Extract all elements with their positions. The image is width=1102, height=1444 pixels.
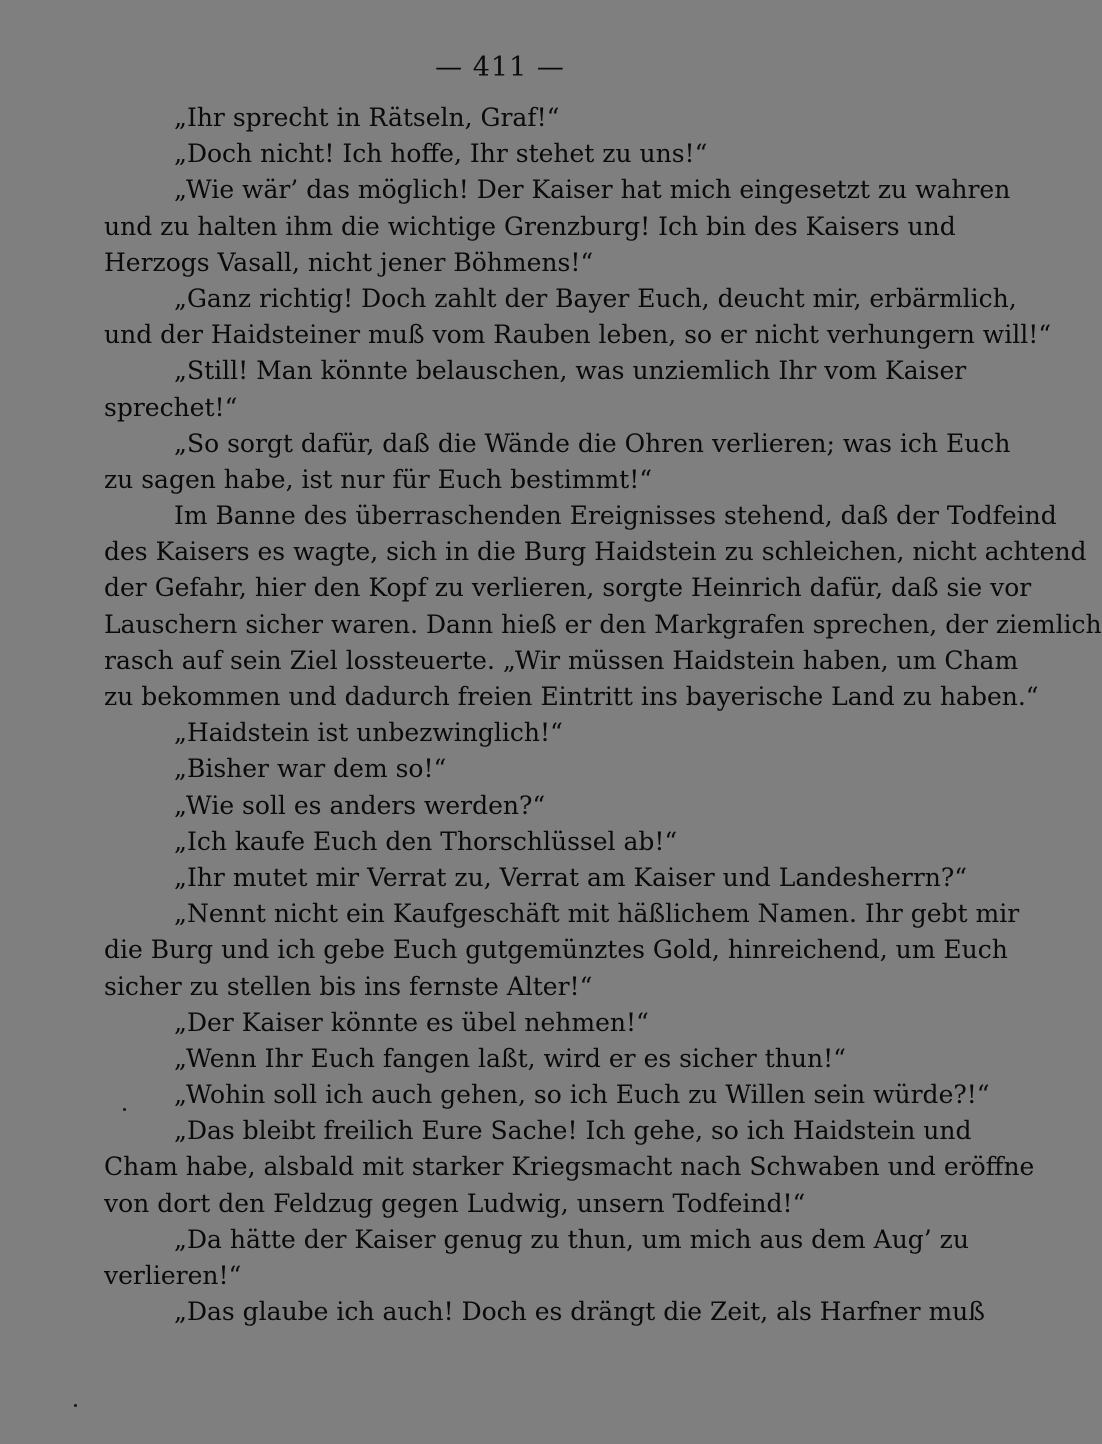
text-line: Lauschern sicher waren. Dann hieß er den Markgrafen sprechen, der ziemlich — [104, 609, 1102, 639]
text-line: „Bisher war dem so!“ — [174, 754, 447, 784]
text-line: verlieren!“ — [104, 1261, 242, 1290]
text-line: und der Haidsteiner muß vom Rauben leben, so er nicht verhungern will!“ — [104, 320, 1052, 350]
text-line: „Ihr mutet mir Verrat zu, Verrat am Kaiser und Landesherrn?“ — [174, 862, 968, 892]
text-line: „Ihr sprecht in Rätseln, Graf!“ — [174, 103, 560, 132]
text-line: „Der Kaiser könnte es übel nehmen!“ — [174, 1007, 649, 1037]
text-line: zu bekommen und dadurch freien Eintritt ins bayerische Land zu haben.“ — [104, 682, 1039, 711]
text-line: Herzogs Vasall, nicht jener Böhmens!“ — [104, 247, 594, 277]
text-line: von dort den Feldzug gegen Ludwig, unsern Todfeind!“ — [104, 1188, 806, 1218]
text-line: „Wie soll es anders werden?“ — [174, 790, 546, 820]
text-line: „Still! Man könnte belauschen, was unziemlich Ihr vom Kaiser — [174, 356, 967, 386]
text-line: „Ich kaufe Euch den Thorschlüssel ab!“ — [174, 826, 678, 856]
text-line: Cham habe, alsbald mit starker Kriegsmacht nach Schwaben und eröffne — [104, 1152, 1035, 1182]
text-line: und zu halten ihm die wichtige Grenzburg! Ich bin des Kaisers und — [104, 211, 956, 241]
text-line: zu sagen habe, ist nur für Euch bestimmt!“ — [104, 464, 653, 494]
text-line: „Ganz richtig! Doch zahlt der Bayer Euch, deucht mir, erbärmlich, — [174, 283, 1017, 313]
print-speck — [74, 1404, 77, 1407]
text-line: des Kaisers es wagte, sich in die Burg Haidstein zu schleichen, nicht achtend — [104, 537, 1087, 567]
body-text — [104, 100, 1102, 1330]
text-line: „Doch nicht! Ich hoffe, Ihr stehet zu uns!“ — [174, 139, 708, 169]
text-line: „So sorgt dafür, daß die Wände die Ohren verlieren; was ich Euch — [174, 428, 1011, 458]
text-line: der Gefahr, hier den Kopf zu verlieren, sorgte Heinrich dafür, daß sie vor — [104, 573, 1032, 603]
text-line: „Wohin soll ich auch gehen, so ich Euch zu Willen sein würde?!“ — [174, 1080, 990, 1110]
text-line: „Wenn Ihr Euch fangen laßt, wird er es sicher thun!“ — [174, 1043, 846, 1073]
text-line: „Das glaube ich auch! Doch es drängt die Zeit, als Harfner muß — [174, 1297, 985, 1327]
text-line: sprechet!“ — [104, 392, 238, 422]
page-number: — 411 — — [435, 52, 565, 83]
text-line: „Haidstein ist unbezwinglich!“ — [174, 718, 563, 748]
text-line: die Burg und ich gebe Euch gutgemünztes Gold, hinreichend, um Euch — [104, 935, 1008, 965]
text-line: Im Banne des überraschenden Ereignisses stehend, daß der Todfeind — [174, 501, 1057, 531]
text-line: „Da hätte der Kaiser genug zu thun, um mich aus dem Aug’ zu — [174, 1224, 969, 1254]
text-line: sicher zu stellen bis ins fernste Alter!“ — [104, 971, 593, 1001]
print-speck — [123, 1108, 126, 1111]
text-line: „Wie wär’ das möglich! Der Kaiser hat mich eingesetzt zu wahren — [174, 175, 1011, 205]
text-line: rasch auf sein Ziel lossteuerte. „Wir müssen Haidstein haben, um Cham — [104, 645, 1019, 675]
text-line: „Nennt nicht ein Kaufgeschäft mit häßlichem Namen. Ihr gebt mir — [174, 899, 1020, 929]
text-line: „Das bleibt freilich Eure Sache! Ich gehe, so ich Haidstein und — [174, 1116, 972, 1146]
